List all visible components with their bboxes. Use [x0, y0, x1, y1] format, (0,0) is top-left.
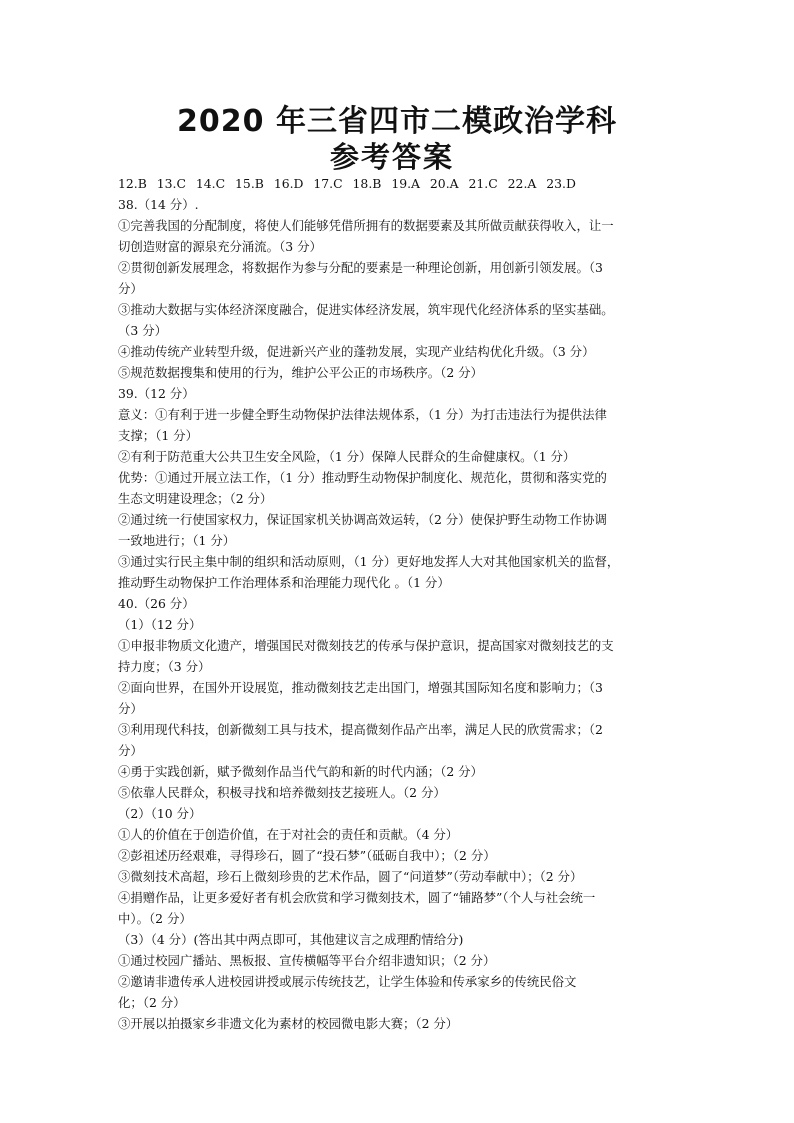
page-title: 2020 年三省四市二模政治学科	[177, 104, 617, 139]
choice-answer: 17.C	[313, 176, 343, 191]
choice-answer: 13.C	[156, 176, 186, 191]
answer-line: 38.（14 分）.	[118, 197, 199, 212]
answer-line: 化；（2 分）	[118, 995, 186, 1010]
choice-answer: 15.B	[235, 176, 264, 191]
answer-line: ③利用现代科技，创新微刻工具与技术，提高微刻作品产出率，满足人民的欣赏需求；（2	[118, 722, 603, 737]
answer-line: （1）（12 分）	[118, 617, 202, 632]
choice-answer: 16.D	[273, 176, 304, 191]
answer-line: 优势：①通过开展立法工作，（1 分）推动野生动物保护制度化、规范化，贯彻和落实党的	[118, 470, 607, 485]
answer-line: 分）	[118, 281, 143, 296]
choice-answer: 23.D	[546, 176, 576, 191]
choice-answer: 18.B	[352, 176, 382, 191]
answer-line: （3）（4 分）(答出其中两点即可，其他建议言之成理酌情给分)	[118, 932, 464, 947]
answer-line: 支撑；（1 分）	[118, 428, 198, 443]
choice-answers	[118, 173, 680, 194]
answer-line: 意义：①有利于进一步健全野生动物保护法律法规体系，（1 分）为打击违法行为提供法律	[118, 407, 607, 422]
answer-line: 生态文明建设理念；（2 分）	[118, 491, 273, 506]
answer-line: ③通过实行民主集中制的组织和活动原则，（1 分）更好地发挥人大对其他国家机关的监督，	[118, 554, 620, 569]
answer-line: 推动野生动物保护工作治理体系和治理能力现代化 。（1 分）	[118, 575, 450, 590]
answer-line: ④勇于实践创新，赋予微刻作品当代气韵和新的时代内涵；（2 分）	[118, 764, 483, 779]
answer-body	[118, 173, 680, 1034]
answer-line: 一致地进行；（1 分）	[118, 533, 236, 548]
answer-lines	[118, 194, 680, 1034]
answer-line: ④推动传统产业转型升级，促进新兴产业的蓬勃发展，实现产业结构优化升级。（3 分）	[118, 344, 595, 359]
answer-line: ⑤依靠人民群众，积极寻找和培养微刻技艺接班人。（2 分）	[118, 785, 446, 800]
answer-line: 分）	[118, 743, 143, 758]
answer-line: 切创造财富的源泉充分涌流。（3 分）	[118, 239, 322, 254]
choice-answer: 19.A	[391, 176, 420, 191]
answer-line: ①人的价值在于创造价值，在于对社会的责任和贡献。（4 分）	[118, 827, 459, 842]
answer-line: ①申报非物质文化遗产，增强国民对微刻技艺的传承与保护意识，提高国家对微刻技艺的支	[118, 638, 614, 653]
answer-line: 分）	[118, 701, 143, 716]
choice-answer: 20.A	[429, 176, 459, 191]
answer-line: ④捐赠作品，让更多爱好者有机会欣赏和学习微刻技术，圆了“铺路梦”（个人与社会统一	[118, 890, 596, 905]
answer-line: 中）。（2 分）	[118, 911, 192, 926]
answer-line: ①通过校园广播站、黑板报、宣传横幅等平台介绍非遗知识；（2 分）	[118, 953, 496, 968]
choice-answer: 22.A	[507, 176, 537, 191]
answer-line: 40.（26 分）	[118, 596, 195, 611]
choice-answer: 12.B	[118, 176, 147, 191]
page-subtitle: 参考答案	[330, 140, 455, 174]
answer-line: 持力度；（3 分）	[118, 659, 211, 674]
answer-line: 39.（12 分）	[118, 386, 195, 401]
answer-line: ②彭祖述历经艰难，寻得珍石，圆了“投石梦”（砥砺自我中）；（2 分）	[118, 848, 496, 863]
choice-answer: 21.C	[468, 176, 498, 191]
answer-line: ⑤规范数据搜集和使用的行为，维护公平公正的市场秩序。（2 分）	[118, 365, 483, 380]
answer-line: ②邀请非遗传承人进校园讲授或展示传统技艺，让学生体验和传承家乡的传统民俗文	[118, 974, 577, 989]
answer-line: （3 分）	[118, 323, 167, 338]
answer-line: ②有利于防范重大公共卫生安全风险，（1 分）保障人民群众的生命健康权。（1 分）	[118, 449, 576, 464]
answer-line: ②面向世界，在国外开设展览，推动微刻技艺走出国门，增强其国际知名度和影响力；（3	[118, 680, 603, 695]
answer-line: ①完善我国的分配制度，将使人们能够凭借所拥有的数据要素及其所做贡献获得收入，让一	[118, 218, 614, 233]
answer-line: ②贯彻创新发展理念，将数据作为参与分配的要素是一种理论创新，用创新引领发展。（3	[118, 260, 603, 275]
choice-answer: 14.C	[195, 176, 226, 191]
answer-line: ③开展以拍摄家乡非遗文化为素材的校园微电影大赛；（2 分）	[118, 1016, 459, 1031]
answer-line: ③推动大数据与实体经济深度融合，促进实体经济发展，筑牢现代化经济体系的坚实基础。	[118, 302, 614, 317]
answer-line: ②通过统一行使国家权力，保证国家机关协调高效运转，（2 分）使保护野生动物工作协调	[118, 512, 607, 527]
answer-line: ③微刻技术高超，珍石上微刻珍贵的艺术作品，圆了“问道梦”（劳动奉献中）；（2 分）	[118, 869, 583, 884]
answer-line: （2）（10 分）	[118, 806, 202, 821]
